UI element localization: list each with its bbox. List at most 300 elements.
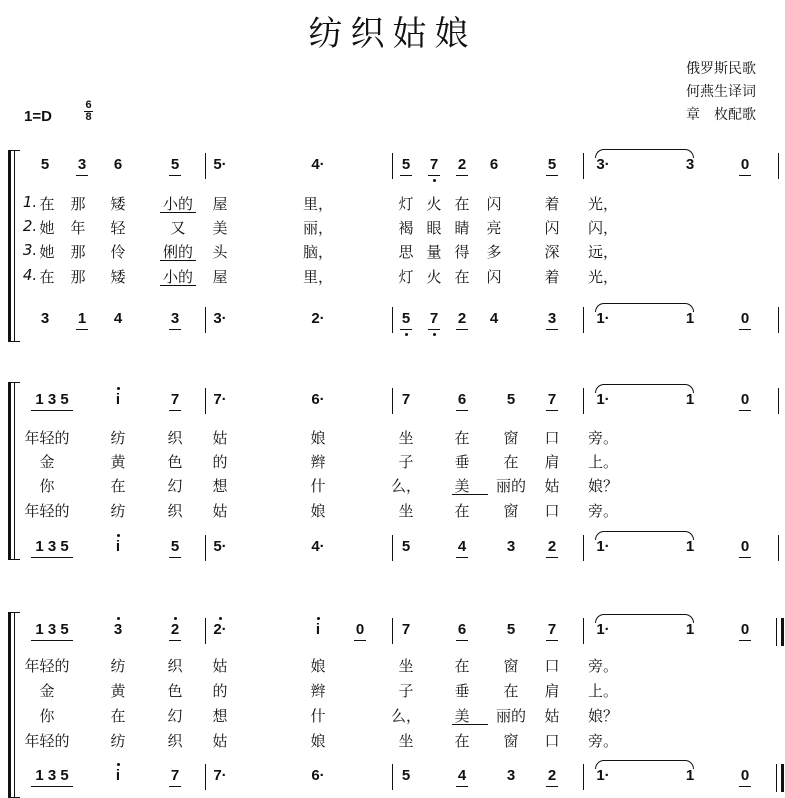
barline xyxy=(205,153,206,179)
underline-beam xyxy=(546,786,558,787)
lyric-word: 丽的 xyxy=(495,477,527,495)
note: 0 xyxy=(740,310,750,327)
underline-beam xyxy=(739,175,751,176)
lyric-word: 纺 xyxy=(110,502,126,520)
lyric-word: 姑 xyxy=(544,707,560,725)
barline xyxy=(392,388,393,414)
lyric-slur xyxy=(452,494,488,495)
note: 4 xyxy=(489,310,499,327)
note: 6 xyxy=(113,156,123,173)
lyric-word: 旁。 xyxy=(587,657,619,675)
barline xyxy=(205,764,206,790)
underline-beam xyxy=(739,329,751,330)
note: 4 xyxy=(457,767,467,784)
lyric-word: 窗 xyxy=(503,502,519,520)
time-numerator: 6 xyxy=(85,99,92,111)
underline-beam xyxy=(456,786,468,787)
lyric-word: 在 xyxy=(503,453,519,471)
lyric-word: 口 xyxy=(544,657,560,675)
barline-end xyxy=(778,388,779,414)
lyric-word: 年 xyxy=(70,219,86,237)
note: 5 xyxy=(40,156,50,173)
note: 4· xyxy=(311,538,325,555)
lyric-word: 1. xyxy=(22,193,38,211)
lyric-word: 黄 xyxy=(110,453,126,471)
system-bracket-inner xyxy=(14,150,15,342)
note: i xyxy=(115,538,121,555)
note: 5 xyxy=(401,310,411,327)
credit-lyricist: 何燕生译词 xyxy=(686,84,756,100)
barline xyxy=(392,618,393,644)
lyric-word: 思 xyxy=(398,243,414,261)
lyric-word: 的 xyxy=(212,682,228,700)
note: 3 xyxy=(77,156,87,173)
lyric-word: 纺 xyxy=(110,657,126,675)
lyric-word: 年轻的 xyxy=(24,429,70,447)
lyric-word: 什 xyxy=(310,707,326,725)
bracket-cap-bottom xyxy=(8,559,20,560)
note: 0 xyxy=(740,156,750,173)
note: 1 3 5 xyxy=(35,767,69,784)
lyric-word: 想 xyxy=(212,477,228,495)
note: 3 xyxy=(547,310,557,327)
lyric-word: 脑， xyxy=(302,243,334,261)
note: 2 xyxy=(170,621,180,638)
system-bracket xyxy=(8,612,11,798)
underline-beam xyxy=(169,786,181,787)
lyric-word: 量 xyxy=(426,243,442,261)
barline-end xyxy=(778,307,779,333)
note: 5 xyxy=(170,538,180,555)
barline xyxy=(583,307,584,333)
lyric-word: 在 xyxy=(39,195,55,213)
lyric-word: 子 xyxy=(398,453,414,471)
lyric-word: 姑 xyxy=(212,657,228,675)
lyric-word: 头 xyxy=(212,243,228,261)
lyric-word: 小的 xyxy=(162,268,194,286)
underline-beam xyxy=(31,410,73,411)
note: 1 xyxy=(685,767,695,784)
lyric-word: 在 xyxy=(454,268,470,286)
lyric-word: 金 xyxy=(39,453,55,471)
note: i xyxy=(115,767,121,784)
lyric-word: 娘 xyxy=(310,732,326,750)
underline-beam xyxy=(739,640,751,641)
lyric-word: 想 xyxy=(212,707,228,725)
note: 4· xyxy=(311,156,325,173)
lyric-word: 3. xyxy=(22,241,38,259)
lyric-word: 眼 xyxy=(426,219,442,237)
lyric-word: 的 xyxy=(212,453,228,471)
tie-arc xyxy=(595,303,694,312)
note: 3 xyxy=(506,538,516,555)
lyric-word: 在 xyxy=(454,502,470,520)
lyric-word: 矮 xyxy=(110,268,126,286)
lyric-word: 年轻的 xyxy=(24,657,70,675)
underline-beam xyxy=(456,557,468,558)
system-bracket-inner xyxy=(14,382,15,560)
note: 7 xyxy=(429,156,439,173)
note: 2· xyxy=(213,621,227,638)
lyric-word: 你 xyxy=(39,477,55,495)
note: 0 xyxy=(740,621,750,638)
lyric-word: 伶 xyxy=(110,243,126,261)
lyric-word: 灯 xyxy=(398,268,414,286)
high-octave-dot xyxy=(117,534,120,537)
tie-arc xyxy=(595,614,694,623)
note: 7 xyxy=(547,621,557,638)
note: 1· xyxy=(596,310,610,327)
lyric-word: 光， xyxy=(587,268,619,286)
lyric-word: 在 xyxy=(454,429,470,447)
underline-beam xyxy=(456,410,468,411)
credit-arranger: 章 枚配歌 xyxy=(686,107,756,123)
time-denominator: 8 xyxy=(85,111,92,123)
underline-beam xyxy=(76,329,88,330)
lyric-word: 屋 xyxy=(212,268,228,286)
underline-beam xyxy=(400,175,412,176)
note: 1 3 5 xyxy=(35,621,69,638)
lyric-word: 坐 xyxy=(398,657,414,675)
barline xyxy=(205,535,206,561)
note: 5 xyxy=(170,156,180,173)
lyric-word: 娘？ xyxy=(587,707,619,725)
tie-arc xyxy=(595,384,694,393)
lyric-word: 垂 xyxy=(454,682,470,700)
note: i xyxy=(315,621,321,638)
tie-arc xyxy=(595,760,694,769)
lyric-word: 闪 xyxy=(544,219,560,237)
lyric-word: 里， xyxy=(302,268,334,286)
barline xyxy=(392,153,393,179)
time-signature xyxy=(84,100,93,123)
note: 0 xyxy=(740,538,750,555)
note: 7 xyxy=(401,391,411,408)
note: 4 xyxy=(113,310,123,327)
note: 1 3 5 xyxy=(35,538,69,555)
note: 7 xyxy=(429,310,439,327)
lyric-word: 闪 xyxy=(486,268,502,286)
high-octave-dot xyxy=(117,387,120,390)
underline-beam xyxy=(456,329,468,330)
lyric-word: 在 xyxy=(454,732,470,750)
lyric-word: 旁。 xyxy=(587,732,619,750)
lyric-word: 在 xyxy=(454,195,470,213)
barline xyxy=(392,764,393,790)
note: 7 xyxy=(401,621,411,638)
lyric-word: 在 xyxy=(503,682,519,700)
lyric-word: 在 xyxy=(454,657,470,675)
credit-origin: 俄罗斯民歌 xyxy=(686,61,756,77)
high-octave-dot xyxy=(117,617,120,620)
lyric-word: 4. xyxy=(22,266,38,284)
lyric-word: 姑 xyxy=(212,429,228,447)
note: 1 3 5 xyxy=(35,391,69,408)
note: 6 xyxy=(489,156,499,173)
lyric-word: 姑 xyxy=(544,477,560,495)
lyric-word: 窗 xyxy=(503,657,519,675)
lyric-word: 幻 xyxy=(167,477,183,495)
lyric-word: 远， xyxy=(587,243,619,261)
lyric-word: 么， xyxy=(390,707,422,725)
underline-beam xyxy=(456,640,468,641)
lyric-word: 纺 xyxy=(110,429,126,447)
lyric-word: 坐 xyxy=(398,429,414,447)
note: 5 xyxy=(401,156,411,173)
note: 5· xyxy=(213,156,227,173)
underline-beam xyxy=(169,410,181,411)
note: 6· xyxy=(311,391,325,408)
underline-beam xyxy=(546,175,558,176)
underline-beam xyxy=(76,175,88,176)
lyric-word: 光， xyxy=(587,195,619,213)
note: 5 xyxy=(506,391,516,408)
lyric-word: 织 xyxy=(167,429,183,447)
lyric-word: 她 xyxy=(39,219,55,237)
lyric-word: 着 xyxy=(544,195,560,213)
lyric-word: 织 xyxy=(167,732,183,750)
note: 5 xyxy=(547,156,557,173)
lyric-word: 褐 xyxy=(398,219,414,237)
lyric-word: 2. xyxy=(22,217,38,235)
lyric-word: 灯 xyxy=(398,195,414,213)
underline-beam xyxy=(354,640,366,641)
final-barline-thick xyxy=(781,618,784,646)
note: 5 xyxy=(401,767,411,784)
note: 2 xyxy=(547,767,557,784)
tie-arc xyxy=(595,149,694,158)
underline-beam xyxy=(428,329,440,330)
lyric-word: 织 xyxy=(167,502,183,520)
underline-beam xyxy=(169,557,181,558)
note: 1· xyxy=(596,538,610,555)
lyric-slur xyxy=(160,212,196,213)
lyric-word: 多 xyxy=(486,243,502,261)
lyric-word: 口 xyxy=(544,429,560,447)
lyric-word: 亮 xyxy=(486,219,502,237)
lyric-word: 肩 xyxy=(544,453,560,471)
lyric-slur xyxy=(160,260,196,261)
bracket-cap-top xyxy=(8,612,20,613)
lyric-word: 色 xyxy=(167,682,183,700)
note: 2 xyxy=(457,156,467,173)
underline-beam xyxy=(739,410,751,411)
lyric-word: 坐 xyxy=(398,502,414,520)
system-bracket-inner xyxy=(14,612,15,798)
barline-end xyxy=(778,153,779,179)
lyric-word: 美 xyxy=(212,219,228,237)
barline xyxy=(583,153,584,179)
lyric-word: 幻 xyxy=(167,707,183,725)
lyric-word: 口 xyxy=(544,732,560,750)
lyric-word: 在 xyxy=(39,268,55,286)
note: 1 xyxy=(77,310,87,327)
barline xyxy=(583,388,584,414)
note: 3 xyxy=(170,310,180,327)
lyric-word: 娘 xyxy=(310,429,326,447)
underline-beam xyxy=(546,410,558,411)
note: 7 xyxy=(170,767,180,784)
barline xyxy=(392,535,393,561)
final-barline-thick xyxy=(781,764,784,792)
barline xyxy=(583,618,584,644)
barline xyxy=(205,388,206,414)
barline xyxy=(583,764,584,790)
underline-beam xyxy=(31,640,73,641)
lyric-word: 垂 xyxy=(454,453,470,471)
note: 6 xyxy=(457,621,467,638)
final-barline-thin xyxy=(776,764,777,792)
lyric-word: 子 xyxy=(398,682,414,700)
note: 5 xyxy=(401,538,411,555)
lyric-word: 辫 xyxy=(310,453,326,471)
lyric-word: 闪 xyxy=(486,195,502,213)
lyric-word: 口 xyxy=(544,502,560,520)
lyric-word: 轻 xyxy=(110,219,126,237)
underline-beam xyxy=(546,329,558,330)
lyric-word: 小的 xyxy=(162,195,194,213)
note: 3· xyxy=(596,156,610,173)
note: 0 xyxy=(740,767,750,784)
lyric-word: 金 xyxy=(39,682,55,700)
lyric-word: 黄 xyxy=(110,682,126,700)
lyric-word: 娘？ xyxy=(587,477,619,495)
lyric-word: 娘 xyxy=(310,502,326,520)
note: 5· xyxy=(213,538,227,555)
lyric-word: 旁。 xyxy=(587,429,619,447)
note: i xyxy=(115,391,121,408)
final-barline-thin xyxy=(776,618,777,646)
note: 0 xyxy=(355,621,365,638)
lyric-word: 坐 xyxy=(398,732,414,750)
bracket-cap-bottom xyxy=(8,341,20,342)
system-bracket xyxy=(8,150,11,342)
note: 1· xyxy=(596,621,610,638)
underline-beam xyxy=(546,640,558,641)
lyric-word: 着 xyxy=(544,268,560,286)
note: 6· xyxy=(311,767,325,784)
underline-beam xyxy=(739,786,751,787)
high-octave-dot xyxy=(317,617,320,620)
lyric-word: 屋 xyxy=(212,195,228,213)
lyric-word: 年轻的 xyxy=(24,502,70,520)
barline xyxy=(583,535,584,561)
lyric-word: 美 xyxy=(454,707,470,725)
lyric-word: 你 xyxy=(39,707,55,725)
lyric-word: 姑 xyxy=(212,502,228,520)
bracket-cap-top xyxy=(8,150,20,151)
lyric-word: 上。 xyxy=(587,682,619,700)
low-octave-dot xyxy=(433,333,436,336)
system-bracket xyxy=(8,382,11,560)
lyric-word: 年轻的 xyxy=(24,732,70,750)
note: 1 xyxy=(685,538,695,555)
note: 3 xyxy=(685,156,695,173)
note: 4 xyxy=(457,538,467,555)
song-title: 纺织姑娘 xyxy=(308,14,477,54)
underline-beam xyxy=(169,329,181,330)
note: 6 xyxy=(457,391,467,408)
note: 7 xyxy=(547,391,557,408)
lyric-word: 姑 xyxy=(212,732,228,750)
lyric-slur xyxy=(452,724,488,725)
lyric-word: 窗 xyxy=(503,429,519,447)
note: 3 xyxy=(113,621,123,638)
lyric-word: 她 xyxy=(39,243,55,261)
underline-beam xyxy=(456,175,468,176)
underline-beam xyxy=(169,175,181,176)
note: 0 xyxy=(740,391,750,408)
lyric-word: 矮 xyxy=(110,195,126,213)
high-octave-dot xyxy=(117,763,120,766)
note: 5 xyxy=(506,621,516,638)
lyric-word: 火 xyxy=(426,195,442,213)
lyric-word: 又 xyxy=(170,219,186,237)
lyric-word: 丽的 xyxy=(495,707,527,725)
lyric-word: 闪， xyxy=(587,219,619,237)
lyric-word: 深 xyxy=(544,243,560,261)
lyric-word: 色 xyxy=(167,453,183,471)
underline-beam xyxy=(739,557,751,558)
key-signature: 1=D xyxy=(24,108,52,125)
underline-beam xyxy=(400,329,412,330)
underline-beam xyxy=(546,557,558,558)
note: 1 xyxy=(685,621,695,638)
lyric-word: 娘 xyxy=(310,657,326,675)
bracket-cap-top xyxy=(8,382,20,383)
low-octave-dot xyxy=(433,179,436,182)
lyric-slur xyxy=(160,285,196,286)
lyric-word: 俐的 xyxy=(162,243,194,261)
lyric-word: 睛 xyxy=(454,219,470,237)
note: 2 xyxy=(457,310,467,327)
note: 2 xyxy=(547,538,557,555)
barline xyxy=(205,307,206,333)
lyric-word: 在 xyxy=(110,477,126,495)
lyric-word: 辫 xyxy=(310,682,326,700)
note: 3· xyxy=(213,310,227,327)
barline xyxy=(205,618,206,644)
note: 1 xyxy=(685,310,695,327)
low-octave-dot xyxy=(405,333,408,336)
lyric-word: 得 xyxy=(454,243,470,261)
note: 7· xyxy=(213,767,227,784)
high-octave-dot xyxy=(174,617,177,620)
lyric-word: 纺 xyxy=(110,732,126,750)
lyric-word: 那 xyxy=(70,268,86,286)
note: 3 xyxy=(40,310,50,327)
underline-beam xyxy=(428,175,440,176)
high-octave-dot xyxy=(219,617,222,620)
barline-end xyxy=(778,535,779,561)
lyric-word: 里， xyxy=(302,195,334,213)
lyric-word: 肩 xyxy=(544,682,560,700)
note: 1· xyxy=(596,767,610,784)
underline-beam xyxy=(169,640,181,641)
lyric-word: 美 xyxy=(454,477,470,495)
lyric-word: 窗 xyxy=(503,732,519,750)
note: 7· xyxy=(213,391,227,408)
tie-arc xyxy=(595,531,694,540)
lyric-word: 织 xyxy=(167,657,183,675)
lyric-word: 丽， xyxy=(302,219,334,237)
underline-beam xyxy=(31,557,73,558)
note: 1· xyxy=(596,391,610,408)
note: 3 xyxy=(506,767,516,784)
lyric-word: 旁。 xyxy=(587,502,619,520)
lyric-word: 什 xyxy=(310,477,326,495)
note: 2· xyxy=(311,310,325,327)
